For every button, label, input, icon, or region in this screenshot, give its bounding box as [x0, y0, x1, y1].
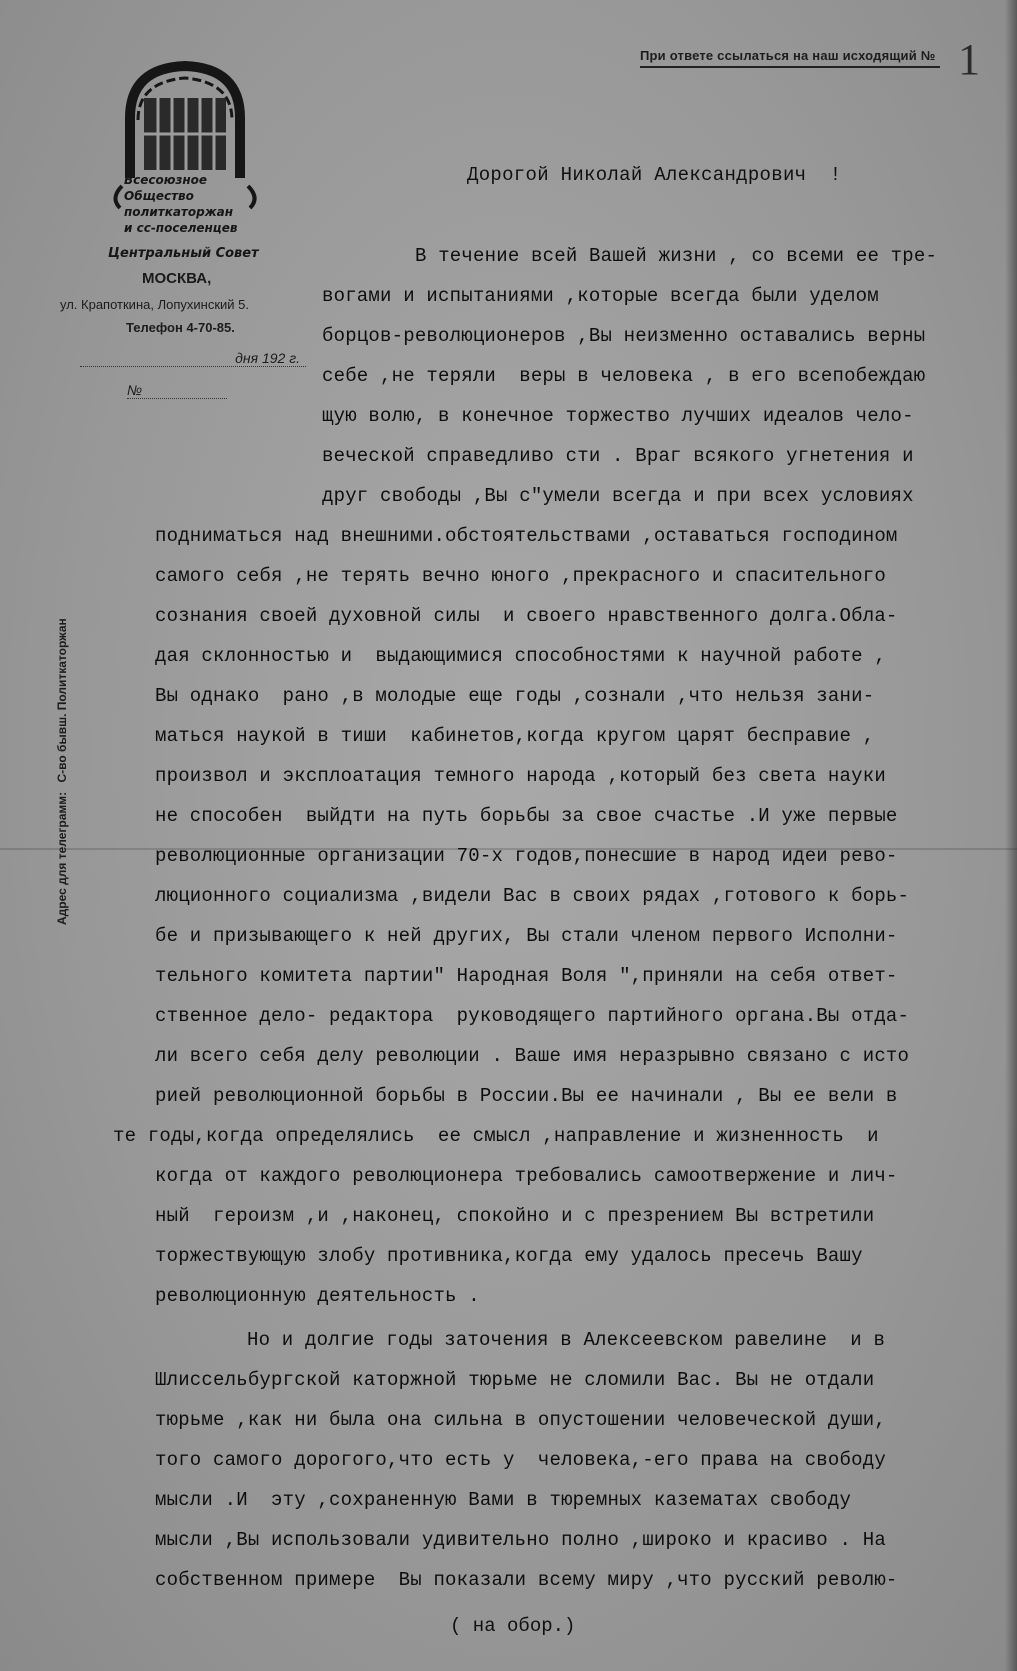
letter-line: В течение всей Вашей жизни , со всеми ее тре-: [415, 245, 938, 267]
address: ул. Крапоткина, Лопухинский 5.: [60, 297, 249, 312]
letter-line: дая склонностью и выдающимися способностями к научной работе ,: [155, 645, 886, 667]
letter-line: Вы однако рано ,в молодые еще годы ,сознали ,что нельзя зани-: [155, 685, 875, 707]
city: МОСКВА,: [142, 270, 212, 287]
organization-name: [124, 172, 254, 236]
letter-line: ственное дело- редактора руководящего партийного органа.Вы отда-: [155, 1005, 910, 1027]
letter-line: произвол и эксплоатация темного народа ,который без света науки: [155, 765, 886, 787]
letter-line: когда от каждого революционера требовались самоотвержение и лич-: [155, 1165, 898, 1187]
letter-line: веческой справедливо сти . Враг всякого угнетения и: [322, 445, 914, 467]
phone: Телефон 4-70-85.: [126, 320, 235, 335]
paper-edge-shadow: [1005, 0, 1017, 1671]
letter-line: рией революционной борьбы в России.Вы ее начинали , Вы ее вели в: [155, 1085, 898, 1107]
telegraph-value: С-во бывш. Политкаторжан: [55, 618, 69, 783]
letter-line: друг свободы ,Вы с"умели всегда и при всех условиях: [322, 485, 914, 507]
letter-line: Но и долгие годы заточения в Алексеевском равелине и в: [247, 1329, 886, 1351]
reference-note: При ответе ссылаться на наш исходящий №: [640, 48, 940, 68]
letter-line: не способен выйдти на путь борьбы за свое счастье .И уже первые: [155, 805, 898, 827]
overleaf-note: ( на обор.): [450, 1615, 576, 1637]
org-name-line: и сс-поселенцев: [124, 221, 238, 235]
page-number: 1: [958, 35, 980, 84]
letter-line: люционного социализма ,видели Вас в своих рядах ,готового к борь-: [155, 885, 910, 907]
telegraph-address: [55, 612, 69, 925]
letter-line: подниматься над внешними.обстоятельствами ,оставаться господином: [155, 525, 898, 547]
letter-line: тельного комитета партии" Народная Воля ",приняли на себя ответ-: [155, 965, 898, 987]
letter-line: революционную деятельность .: [155, 1285, 480, 1307]
letter-line: маться наукой в тиши кабинетов,когда кругом царят бесправие ,: [155, 725, 875, 747]
date-line: дня 192 г.: [80, 350, 306, 367]
letter-line: собственном примере Вы показали всему миру ,что русский револю-: [155, 1569, 898, 1591]
letter-line: революционные организации 70-х годов,понесшие в народ идеи рево-: [155, 845, 898, 867]
letter-line: себе ,не теряли веры в человека , в его всепобеждаю: [322, 365, 926, 387]
letter-line: сознания своей духовной силы и своего нравственного долга.Обла-: [155, 605, 898, 627]
salutation: Дорогой Николай Александрович !: [467, 164, 842, 186]
org-name-line: Всесоюзное: [124, 173, 208, 187]
org-name-line: Общество: [124, 189, 194, 203]
letter-line: щую волю, в конечное торжество лучших идеалов чело-: [322, 405, 914, 427]
org-name-line: политкаторжан: [124, 205, 234, 219]
telegraph-label: Адрес для телеграмм:: [55, 791, 69, 925]
outgoing-number: №: [127, 382, 227, 399]
letter-line: самого себя ,не терять вечно юного ,прекрасного и спасительного: [155, 565, 886, 587]
letter-line: те годы,когда определялись ее смысл ,направление и жизненность и: [113, 1125, 879, 1147]
letter-line: вогами и испытаниями ,которые всегда были уделом: [322, 285, 879, 307]
central-council: Центральный Совет: [108, 246, 259, 261]
letter-line: ный героизм ,и ,наконец, спокойно и с презрением Вы встретили: [155, 1205, 875, 1227]
letter-line: Шлиссельбургской каторжной тюрьме не сломили Вас. Вы не отдали: [155, 1369, 875, 1391]
letter-line: торжествующую злобу противника,когда ему удалось пресечь Вашу: [155, 1245, 863, 1267]
letter-line: мысли ,Вы использовали удивительно полно ,широко и красиво . На: [155, 1529, 886, 1551]
letter-line: борцов-революционеров ,Вы неизменно оставались верны: [322, 325, 926, 347]
letter-line: мысли .И эту ,сохраненную Вами в тюремных казематах свободу: [155, 1489, 852, 1511]
letter-line: тюрьме ,как ни была она сильна в опустошении человеческой души,: [155, 1409, 886, 1431]
letter-line: ли всего себя делу революции . Ваше имя неразрывно связано с исто: [155, 1045, 910, 1067]
letter-line: бе и призывающего к ней других, Вы стали членом первого Исполни-: [155, 925, 898, 947]
letter-line: того самого дорогого,что есть у человека,-его права на свободу: [155, 1449, 886, 1471]
